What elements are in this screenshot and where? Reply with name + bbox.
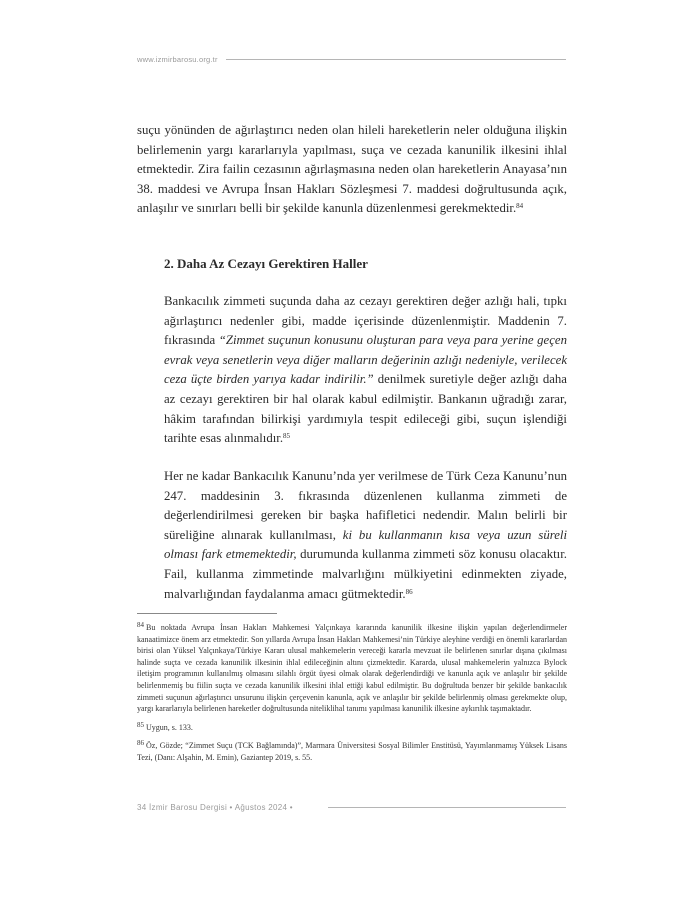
footnote-86 <box>137 738 567 763</box>
footnote-ref-86: 86 <box>405 587 413 596</box>
paragraph-3 <box>137 467 567 604</box>
paragraph-1-text: suçu yönünden de ağırlaştırıcı neden olan hileli hareketlerin neler olduğuna ilişkin belirlemenin yargı kararlarıyla yapılması, suça ve cezada kanunilik ilkesini ihlal etmektedir. Zira failin cezasının ağırlaşmasına neden olan hareketlerin Anayasa’nın 38. maddesi ve Avrupa İnsan Hakları Sözleşmesi 7. maddesi doğrultusunda açık, anlaşılır ve sınırları belli bir şekilde kanunla düzenlenmesi gerekmektedir. <box>137 123 567 216</box>
footer-divider <box>328 807 566 808</box>
footnote-divider <box>137 613 277 614</box>
paragraph-3-text-a: Her ne kadar Bankacılık Kanunu’nda yer verilmese de Türk Ceza Kanunu’nun 247. maddesinin 3. fıkrasında düzenlenen kullanma zimmeti de değerlendirilmesi gereken bir başka hafifletici nedendir. Malın belirli bir süreliğine alınarak kullanılması, <box>164 469 567 542</box>
page-footer: 34 İzmir Barosu Dergisi • Ağustos 2024 • <box>137 803 293 812</box>
footnote-number: 84 <box>137 621 144 629</box>
footnote-84 <box>137 620 567 715</box>
footnote-ref-85: 85 <box>283 432 291 441</box>
paragraph-2-text-b: denilmek suretiyle değer azlığı daha az cezayı gerektiren bir hal olarak kabul edilmiştir. Bankanın uğradığı zarar, hâkim tarafından bilirkişi yardımıyla tespit edileceği gibi, suçun işlendiği tarihte esas alınmalıdır. <box>164 372 567 446</box>
paragraph-1 <box>137 121 567 219</box>
header-divider <box>226 59 566 60</box>
paragraph-3-italic: ki bu kullanmanın kısa veya uzun süreli olması fark etmemektedir, <box>164 527 568 562</box>
paragraph-3-text-b: durumunda kullanma zimmeti söz konusu olacaktır. Fail, kullanma zimmetinde malvarlığını mülkiyetini edinmekten ziyade, malvarlığından faydalanma amacı gütmektedir. <box>164 547 567 601</box>
footnote-text: Bu noktada Avrupa İnsan Hakları Mahkemesi Yalçınkaya kararında kanunilik ilkesine ilişkin yapılan değerlendirmeler kanaatimizce önem arz etmektedir. Son yıllarda Avrupa İnsan Hakları Mahkemesi’nin Türkiye aleyhine verdiği en önemli kararlardan birisi olan Yüksel Yalçınkaya/Türkiye Kararı ulusal mahkemelerin vereceği kararla mevzuat ile belirlenen sınırlar dışına çıkılması halinde suçta ve cezada kanunilik ilkesinin ihlal edileceğinin altını çizmektedir. Kararda, ulusal mahkemelerin yalnızca Bylock iletişim programının kullanılmış olmasını silahlı örgüt üyesi olmak olarak değerlendirdiği ve kanunla açık ve anlaşılır bir şekilde belirlenmemiş bu fiilin suçta ve cezada kanunilik ilkesini ihlal ettiği kabul edilmiştir. Bu doğrultuda benzer bir şekilde bankacılık zimmeti suçunun ağırlaştırıcı unsurunu ilişkin çerçevenin kanunla, açık ve anlaşılır bir şekilde belirlenmiş olması gerekmekte olup, yargı kararlarıyla belirlenen hareketler doğrultusunda niteliklihal tanımı yapılması kanunilik ilkesine aykırılık taşımaktadır. <box>137 623 567 714</box>
footnotes <box>137 620 567 769</box>
footnote-text: Uygun, s. 133. <box>146 722 193 732</box>
footnote-text: Öz, Gözde; “Zimmet Suçu (TCK Bağlamında)”, Marmara Üniversitesi Sosyal Bilimler Enstitüsü, Yayımlanmamış Yüksek Lisans Tezi, (Danı: Alşahin, M. Emin), Gaziantep 2019, s. 55. <box>137 741 567 762</box>
footnote-ref-84: 84 <box>516 202 524 211</box>
paragraph-2-quote: “Zimmet suçunun konusunu oluşturan para veya para yerine geçen evrak veya senetlerin veya diğer malların değerinin azlığı nedeniyle, verilecek ceza üçte birden yarıya kadar indirilir.” <box>164 333 567 387</box>
footnote-number: 85 <box>137 720 144 729</box>
paragraph-2 <box>137 292 567 449</box>
header-url: www.izmirbarosu.org.tr <box>137 55 218 64</box>
section-heading: 2. Daha Az Cezayı Gerektiren Haller <box>164 256 368 271</box>
footnote-number: 86 <box>137 739 144 748</box>
footnote-85 <box>137 720 567 734</box>
paragraph-2-text-a: Bankacılık zimmeti suçunda daha az cezayı gerektiren değer azlığı hali, tıpkı ağırlaştırıcı nedenler gibi, madde içerisinde düzenlenmiştir. Maddenin 7. fıkrasında <box>164 294 567 348</box>
